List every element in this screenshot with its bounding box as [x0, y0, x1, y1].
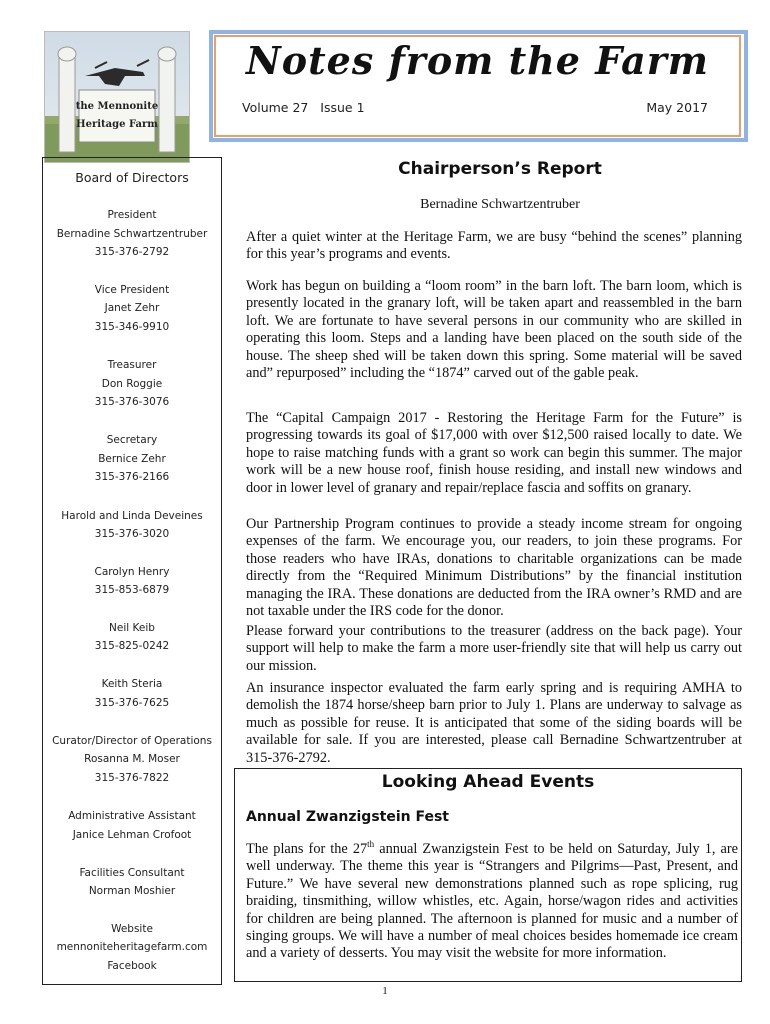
- board-of-directors-sidebar: [42, 157, 222, 985]
- sidebar-line: 315-376-7822: [94, 772, 170, 784]
- sidebar-line: Secretary: [106, 434, 158, 446]
- heritage-farm-logo-photo: [44, 31, 190, 163]
- sidebar-line: Treasurer: [107, 359, 157, 371]
- logo-sign-illustration: [45, 32, 189, 162]
- events-subtitle: Annual Zwanzigstein Fest: [246, 809, 449, 825]
- article-paragraph: The “Capital Campaign 2017 - Restoring the Heritage Farm for the Future” is progressing towards its goal of $17,000 with over $12,500 raised locally to date. We hope to raise matching funds with a grant so work can begin this summer. The major work will be a new house roof, finish house residing, and install new windows and door in lower level of granary and repair/replace fascia and soffits on granary.: [246, 410, 742, 496]
- sidebar-line: Janet Zehr: [104, 302, 160, 314]
- website-link[interactable]: mennoniteheritagefarm.com: [56, 941, 208, 953]
- sidebar-line: Administrative Assistant: [68, 810, 196, 822]
- article-paragraph: Work has begun on building a “loom room” in the barn loft. The barn loom, which is presently located in the granary loft, will be taken apart and reassembled in the barn loft. We are fortunate to have several persons in our community who are skilled in operating this loom. Steps and a landing have been placed on the south side of the house. The sheep shed will be taken down this spring. Some material will be saved and” repurposed” including the “1874” carved out of the gable peak.: [246, 278, 742, 382]
- article-paragraph: After a quiet winter at the Heritage Farm, we are busy “behind the scenes” planning for this year’s programs and events.: [246, 229, 742, 263]
- sidebar-line: Website: [111, 923, 153, 935]
- article-paragraph: Our Partnership Program continues to provide a steady income stream for ongoing expenses of the farm. We encourage you, our readers, to join these programs. For those readers who have IRAs, donations to charitable organizations can be made directly from the “Required Minimum Distributions” by the financial institution managing the IRA. These donations are deducted from the IRA owner’s RMD and are not taxable under the IRS code for the donor.: [246, 516, 742, 620]
- sidebar-line: Don Roggie: [101, 378, 163, 390]
- article-paragraph: An insurance inspector evaluated the farm early spring and is requiring AMHA to demolish the 1874 horse/sheep barn prior to July 1. Plans are underway to salvage as much as possible for reuse. It is anticipated that some of the siding boards will be available for sale. If you are interested, please call Bernadine Schwartzentruber at 315-376-2792.: [246, 680, 742, 766]
- article-title: Chairperson’s Report: [398, 159, 602, 179]
- sidebar-line: 315-376-7625: [94, 697, 170, 709]
- sidebar-line: Rosanna M. Moser: [84, 753, 180, 765]
- sidebar-line: Norman Moshier: [88, 885, 176, 897]
- sidebar-line: 315-376-3020: [94, 528, 170, 540]
- sidebar-line: Bernadine Schwartzentruber: [56, 228, 208, 240]
- events-paragraph: [246, 841, 738, 963]
- sidebar-line: Bernice Zehr: [98, 453, 166, 465]
- ordinal-suffix: th: [367, 839, 375, 850]
- sidebar-line: 315-376-2792: [94, 246, 170, 258]
- volume-issue: Volume 27 Issue 1: [242, 100, 365, 115]
- sidebar-line: 315-376-3076: [94, 396, 170, 408]
- events-intro: The plans for the 27: [246, 841, 368, 857]
- logo-line-1: the Mennonite: [75, 101, 159, 112]
- facebook-link[interactable]: Facebook: [107, 960, 157, 972]
- sidebar-title: Board of Directors: [75, 170, 189, 185]
- sidebar-line: 315-376-2166: [94, 471, 170, 483]
- sidebar-line: Janice Lehman Crofoot: [72, 829, 192, 841]
- sidebar-line: President: [107, 209, 157, 221]
- sidebar-line: Keith Steria: [101, 678, 163, 690]
- page-number: 1: [382, 985, 388, 997]
- article-byline: Bernadine Schwartzentruber: [420, 197, 580, 212]
- article-paragraph: Please forward your contributions to the treasurer (address on the back page). Your support will help to make the farm a more user-friendly site that will help us carry out our mission.: [246, 623, 742, 674]
- newsletter-title: Notes from the Farm: [246, 38, 709, 83]
- sidebar-line: 315-346-9910: [94, 321, 170, 333]
- sidebar-line: 315-853-6879: [94, 584, 170, 596]
- logo-line-2: Heritage Farm: [76, 119, 158, 130]
- events-title: Looking Ahead Events: [381, 772, 595, 792]
- sidebar-line: Curator/Director of Operations: [52, 735, 212, 747]
- sidebar-line: Harold and Linda Deveines: [61, 510, 203, 522]
- sidebar-line: Vice President: [94, 284, 170, 296]
- sidebar-line: Carolyn Henry: [94, 566, 170, 578]
- issue-date: May 2017: [646, 100, 708, 115]
- sidebar-line: 315-825-0242: [94, 640, 170, 652]
- sidebar-line: Neil Keib: [109, 622, 155, 634]
- sidebar-line: Facilities Consultant: [79, 867, 185, 879]
- events-body: annual Zwanzigstein Fest to be held on Saturday, July 1, are well underway. The theme this year is “Strangers and Pilgrims—Past, Present, and Future.” We have several new demonstrations planned such as rope splicing, rug braiding, tinsmithing, willow whistles, etc. Again, horse/wagon rides and activities for children are being planned. The afternoon is planned for music and a number of singing groups. We will have a number of meal choices besides homemade ice cream and a variety of desserts. You may visit the website for more information.: [246, 841, 738, 962]
